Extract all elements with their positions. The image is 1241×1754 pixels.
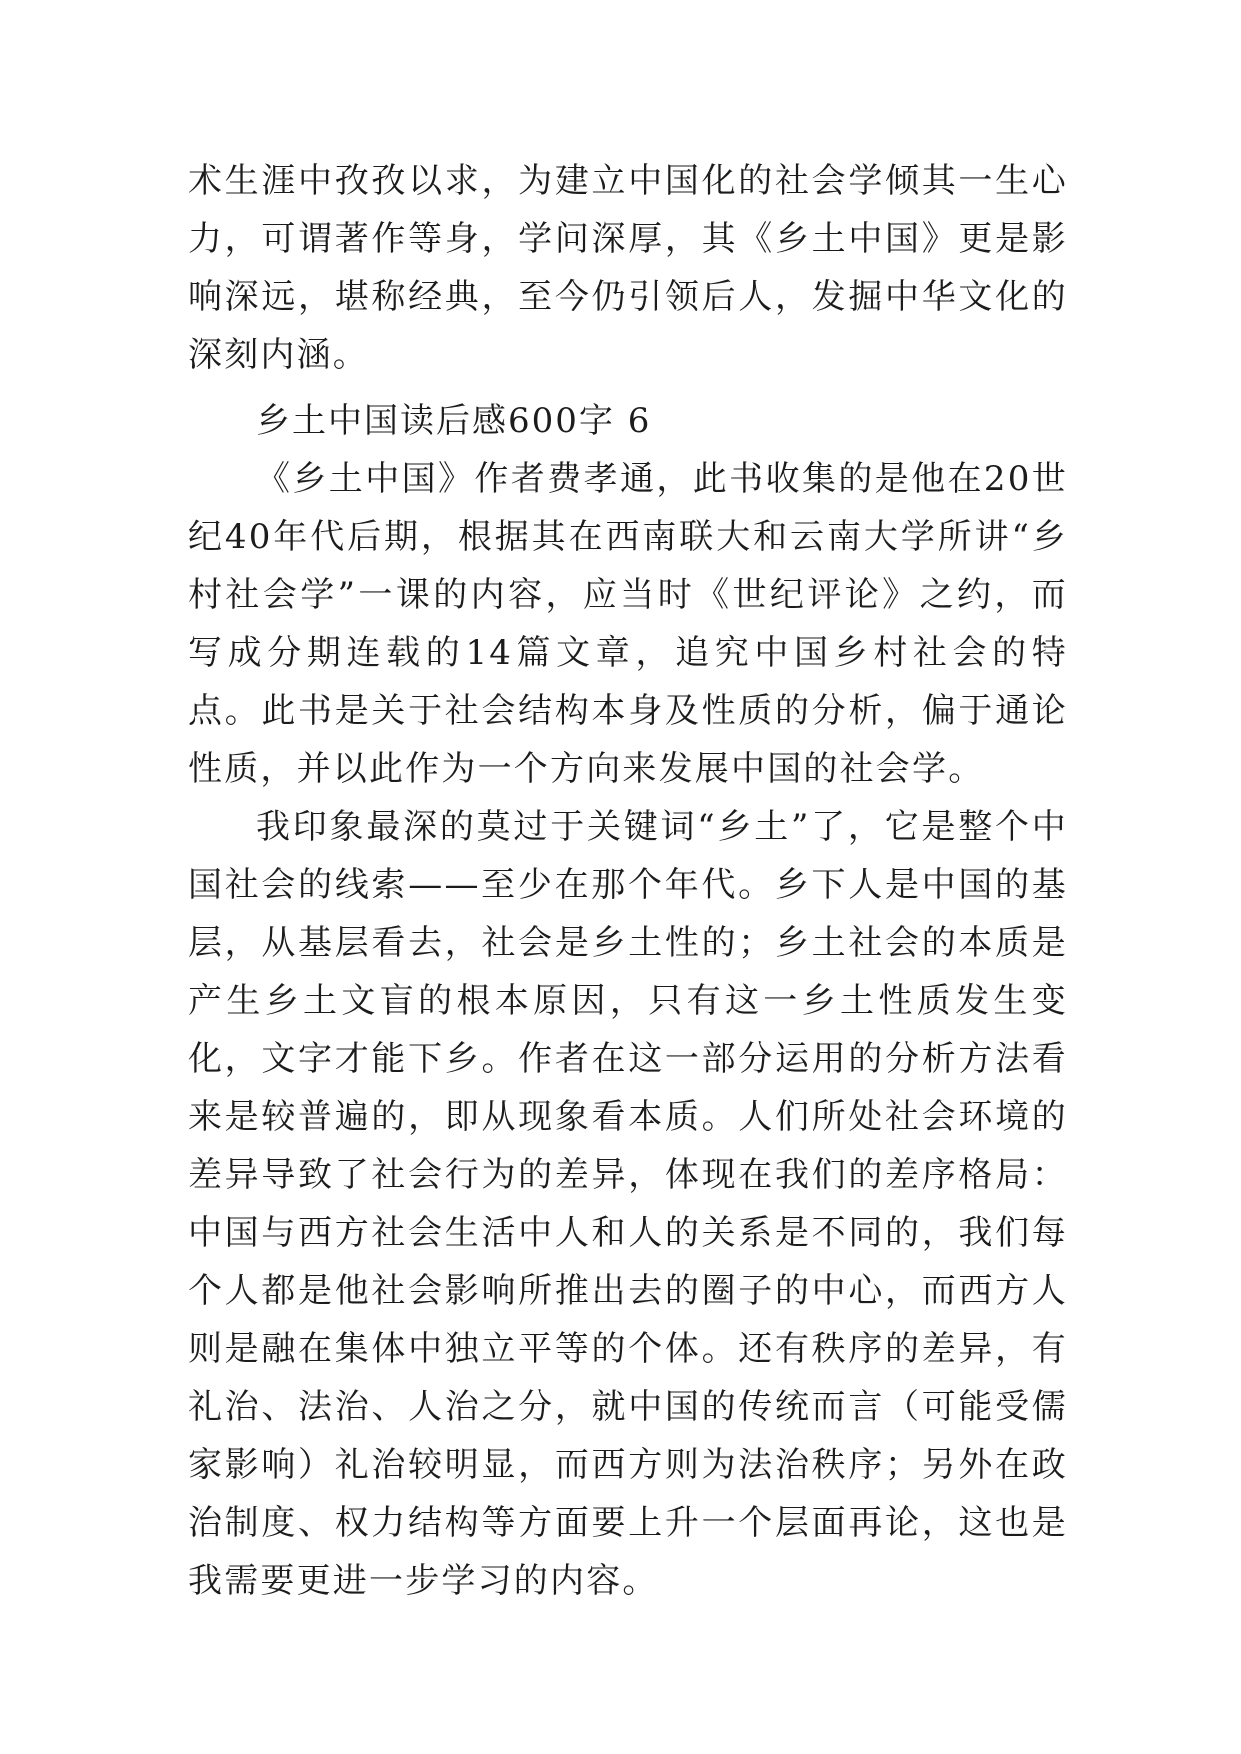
- body-paragraph-1: 《乡土中国》作者费孝通，此书收集的是他在20世纪40年代后期，根据其在西南联大和云南大学所讲“乡村社会学”一课的内容，应当时《世纪评论》之约，而写成分期连载的14篇文章，追究中国乡村社会的特点。此书是关于社会结构本身及性质的分析，偏于通论性质，并以此作为一个方向来发展中国的社会学。: [188, 459, 1068, 789]
- body-text-block: [188, 450, 1068, 1610]
- body-paragraph-2: 我印象最深的莫过于关键词“乡土”了，它是整个中国社会的线索——至少在那个年代。乡下人是中国的基层，从基层看去，社会是乡土性的；乡土社会的本质是产生乡土文盲的根本原因，只有这一乡土性质发生变化，文字才能下乡。作者在这一部分运用的分析方法看来是较普遍的，即从现象看本质。人们所处社会环境的差异导致了社会行为的差异，体现在我们的差序格局：中国与西方社会生活中人和人的关系是不同的，我们每个人都是他社会影响所推出去的圈子的中心，而西方人则是融在集体中独立平等的个体。还有秩序的差异，有礼治、法治、人治之分，就中国的传统而言（可能受儒家影响）礼治较明显，而西方则为法治秩序；另外在政治制度、权力结构等方面要上升一个层面再论，这也是我需要更进一步学习的内容。: [188, 807, 1068, 1601]
- section-heading: 乡土中国读后感600字 6: [256, 401, 652, 441]
- intro-text-block: [188, 152, 1068, 384]
- intro-paragraph: 术生涯中孜孜以求，为建立中国化的社会学倾其一生心力，可谓著作等身，学问深厚，其《乡土中国》更是影响深远，堪称经典，至今仍引领后人，发掘中华文化的深刻内涵。: [188, 161, 1068, 375]
